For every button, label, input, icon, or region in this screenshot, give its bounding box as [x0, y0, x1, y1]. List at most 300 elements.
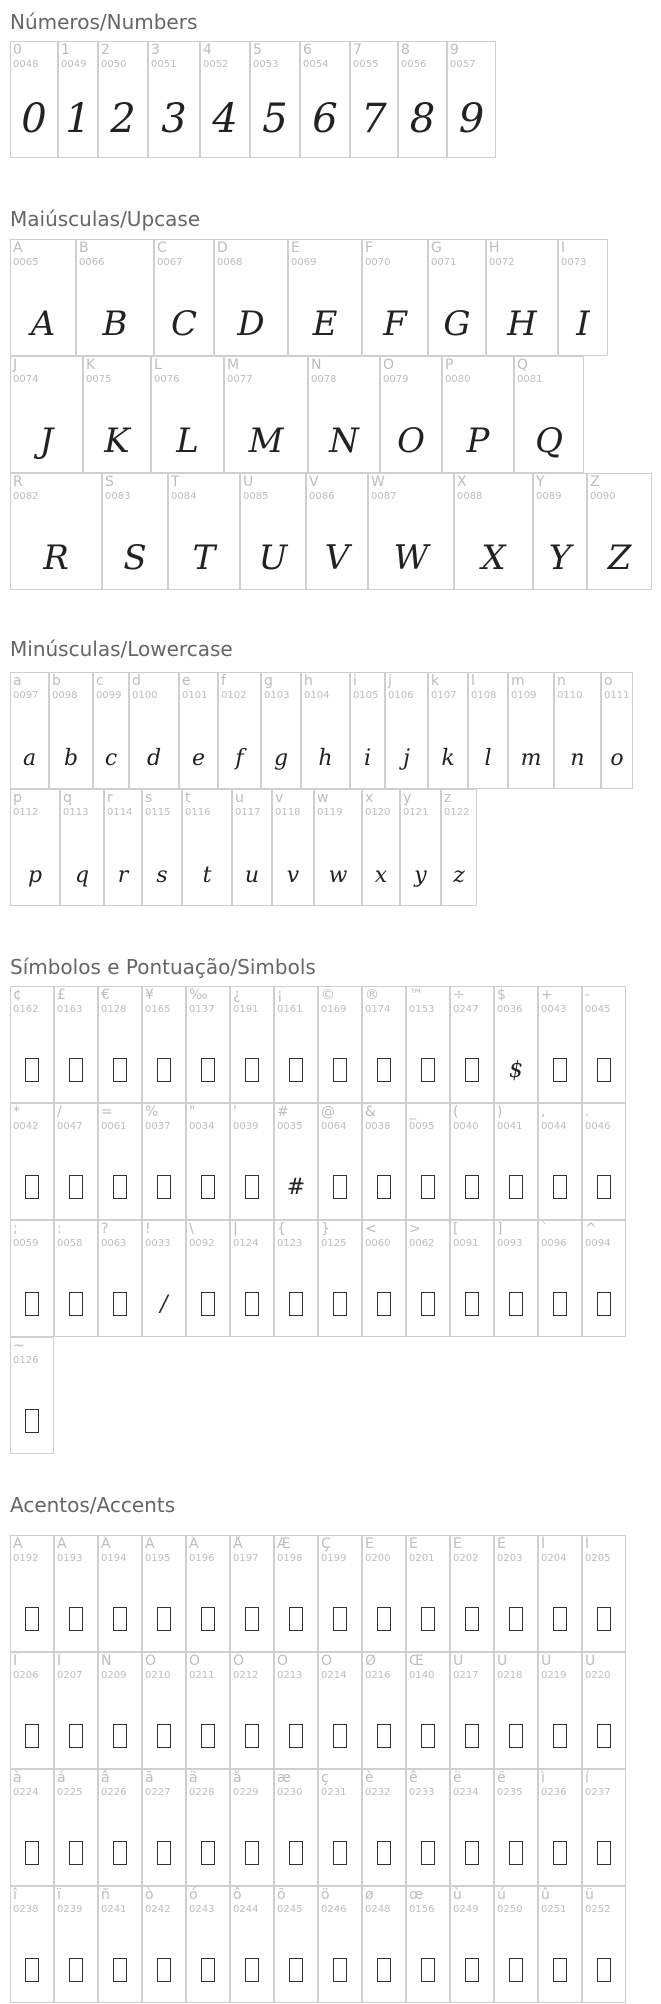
glyph-code: 0042: [13, 1121, 39, 1132]
glyph-label: n: [557, 673, 566, 689]
glyph-sample: D: [237, 304, 265, 344]
glyph-label: ã: [145, 1770, 154, 1786]
glyph-sample: P: [466, 421, 490, 461]
glyph-label: ©: [321, 987, 335, 1003]
glyph-cell: [406, 986, 450, 1103]
glyph-code: 0235: [497, 1787, 523, 1798]
missing-glyph-icon: [55, 1724, 97, 1748]
missing-glyph-icon: [275, 1292, 317, 1316]
glyph-code: 0098: [52, 690, 78, 701]
missing-glyph-icon: [143, 1175, 185, 1199]
glyph-cell: [274, 986, 318, 1103]
missing-glyph-icon: [187, 1292, 229, 1316]
glyph-cell: [186, 1886, 230, 2003]
glyph-cell: [93, 672, 129, 789]
glyph-cell: [398, 41, 447, 158]
glyph-code: 0036: [497, 1004, 523, 1015]
glyph-code: 0097: [13, 690, 39, 701]
glyph-cell: [154, 239, 214, 356]
glyph-cell: [232, 789, 272, 906]
glyph-label: œ: [409, 1887, 424, 1903]
glyph-cell: [10, 789, 60, 906]
glyph-cell: [318, 1886, 362, 2003]
glyph-label: e: [182, 673, 191, 689]
missing-glyph-icon: [55, 1958, 97, 1982]
glyph-code: 0076: [154, 374, 180, 385]
glyph-sample: Q: [535, 421, 563, 461]
glyph-code: 0091: [453, 1238, 479, 1249]
glyph-code: 0125: [321, 1238, 347, 1249]
glyph-code: 0069: [291, 257, 317, 268]
glyph-cell: [142, 1103, 186, 1220]
glyph-cell: [582, 1535, 626, 1652]
missing-glyph-icon: [187, 1958, 229, 1982]
glyph-cell: [142, 789, 182, 906]
missing-glyph-icon: [539, 1607, 581, 1631]
glyph-code: 0066: [79, 257, 105, 268]
glyph-label: Ë: [497, 1536, 506, 1552]
glyph-cell: [142, 986, 186, 1103]
glyph-code: 0116: [185, 807, 211, 818]
missing-glyph-icon: [55, 1607, 97, 1631]
glyph-cell: [10, 356, 83, 473]
glyph-sample: M: [248, 421, 284, 461]
glyph-cell: [142, 1769, 186, 1886]
missing-glyph-icon: [55, 1175, 97, 1199]
glyph-label: 0: [13, 42, 22, 58]
glyph-label: ¢: [13, 987, 22, 1003]
glyph-code: 0065: [13, 257, 39, 268]
glyph-code: 0046: [585, 1121, 611, 1132]
glyph-cell: [10, 41, 58, 158]
glyph-sample: W: [393, 538, 429, 578]
glyph-cell: [274, 1535, 318, 1652]
glyph-cell: [98, 1103, 142, 1220]
glyph-label: Y: [536, 474, 545, 490]
glyph-label: Ô: [233, 1653, 245, 1669]
missing-glyph-icon: [451, 1841, 493, 1865]
glyph-code: 0162: [13, 1004, 39, 1015]
glyph-code: 0241: [101, 1904, 127, 1915]
glyph-sample: 1: [65, 96, 91, 142]
glyph-cell: [450, 1220, 494, 1337]
glyph-cell: [350, 672, 385, 789]
section-title: Acentos/Accents: [10, 1493, 176, 1517]
glyph-label: ô: [233, 1887, 242, 1903]
missing-glyph-icon: [143, 1841, 185, 1865]
glyph-label: ]: [497, 1221, 503, 1237]
glyph-code: 0059: [13, 1238, 39, 1249]
missing-glyph-icon: [99, 1175, 141, 1199]
glyph-cell: [533, 473, 587, 590]
glyph-cell: [214, 239, 288, 356]
glyph-code: 0225: [57, 1787, 83, 1798]
glyph-code: 0195: [145, 1553, 171, 1564]
glyph-cell: [54, 1769, 98, 1886]
glyph-code: 0062: [409, 1238, 435, 1249]
glyph-label: .: [585, 1104, 590, 1120]
glyph-code: 0249: [453, 1904, 479, 1915]
glyph-code: 0102: [221, 690, 247, 701]
glyph-cell: [148, 41, 200, 158]
glyph-code: 0093: [497, 1238, 523, 1249]
glyph-cell: [142, 1652, 186, 1769]
missing-glyph-icon: [143, 1724, 185, 1748]
glyph-code: 0174: [365, 1004, 391, 1015]
missing-glyph-icon: [539, 1724, 581, 1748]
glyph-cell: [368, 473, 454, 590]
glyph-label: Ã: [145, 1536, 155, 1552]
glyph-cell: [314, 789, 362, 906]
glyph-code: 0204: [541, 1553, 567, 1564]
glyph-cell: [554, 672, 601, 789]
glyph-label: v: [275, 790, 284, 806]
glyph-code: 0054: [303, 59, 329, 70]
glyph-code: 0243: [189, 1904, 215, 1915]
glyph-sample: R: [43, 538, 69, 578]
glyph-sample: c: [104, 746, 118, 771]
glyph-label: s: [145, 790, 153, 806]
glyph-cell: [582, 1769, 626, 1886]
glyph-cell: [362, 1103, 406, 1220]
glyph-code: 0227: [145, 1787, 171, 1798]
missing-glyph-icon: [275, 1841, 317, 1865]
glyph-code: 0214: [321, 1670, 347, 1681]
glyph-cell: [362, 1886, 406, 2003]
missing-glyph-icon: [11, 1292, 53, 1316]
glyph-label: <: [365, 1221, 377, 1237]
glyph-code: 0197: [233, 1553, 259, 1564]
glyph-code: 0198: [277, 1553, 303, 1564]
glyph-label: ^: [585, 1221, 597, 1237]
glyph-label: â: [101, 1770, 110, 1786]
glyph-code: 0041: [497, 1121, 523, 1132]
glyph-code: 0120: [365, 807, 391, 818]
glyph-sample: V: [324, 538, 350, 578]
glyph-sample: w: [328, 863, 348, 888]
glyph-label: å: [233, 1770, 242, 1786]
glyph-label: ú: [497, 1887, 506, 1903]
glyph-cell: [538, 1769, 582, 1886]
glyph-code: 0248: [365, 1904, 391, 1915]
glyph-label: Œ: [409, 1653, 424, 1669]
glyph-label: à: [13, 1770, 22, 1786]
glyph-cell: [58, 41, 98, 158]
glyph-label: H: [489, 240, 500, 256]
missing-glyph-icon: [319, 1841, 361, 1865]
glyph-code: 0077: [227, 374, 253, 385]
glyph-label: o: [604, 673, 613, 689]
glyph-code: 0108: [471, 690, 497, 701]
glyph-label: W: [371, 474, 385, 490]
glyph-label: ®: [365, 987, 379, 1003]
glyph-label: [: [453, 1221, 459, 1237]
glyph-code: 0033: [145, 1238, 171, 1249]
glyph-code: 0123: [277, 1238, 303, 1249]
glyph-label: Ê: [453, 1536, 462, 1552]
glyph-code: 0231: [321, 1787, 347, 1798]
missing-glyph-icon: [407, 1958, 449, 1982]
missing-glyph-icon: [495, 1607, 537, 1631]
glyph-code: 0113: [63, 807, 89, 818]
glyph-label: ¿: [233, 987, 241, 1003]
missing-glyph-icon: [143, 1958, 185, 1982]
glyph-cell: [362, 239, 428, 356]
missing-glyph-icon: [319, 1724, 361, 1748]
glyph-cell: [538, 1535, 582, 1652]
glyph-sample: h: [318, 746, 333, 771]
glyph-cell: [301, 672, 350, 789]
glyph-label: Ù: [453, 1653, 464, 1669]
glyph-sample: 6: [312, 96, 338, 142]
glyph-code: 0060: [365, 1238, 391, 1249]
glyph-code: 0126: [13, 1355, 39, 1366]
glyph-label: ò: [145, 1887, 154, 1903]
glyph-label: %: [145, 1104, 159, 1120]
missing-glyph-icon: [319, 1292, 361, 1316]
glyph-label: h: [304, 673, 313, 689]
glyph-label: A: [13, 240, 23, 256]
glyph-cell: [450, 986, 494, 1103]
glyph-sample: t: [202, 863, 212, 888]
glyph-label: J: [13, 357, 18, 373]
glyph-code: 0233: [409, 1787, 435, 1798]
glyph-cell: [102, 473, 168, 590]
glyph-cell: [10, 1103, 54, 1220]
glyph-label: t: [185, 790, 191, 806]
glyph-code: 0055: [353, 59, 379, 70]
glyph-label: M: [227, 357, 240, 373]
glyph-cell: [186, 1652, 230, 1769]
glyph-label: £: [57, 987, 66, 1003]
missing-glyph-icon: [319, 1958, 361, 1982]
glyph-cell: [261, 672, 301, 789]
glyph-label: >: [409, 1221, 421, 1237]
missing-glyph-icon: [319, 1175, 361, 1199]
glyph-cell: [10, 1337, 54, 1454]
glyph-code: 0082: [13, 491, 39, 502]
glyph-label: `: [541, 1221, 548, 1237]
glyph-label: 9: [450, 42, 459, 58]
missing-glyph-icon: [11, 1058, 53, 1082]
glyph-cell: [274, 1103, 318, 1220]
glyph-label: ¥: [145, 987, 154, 1003]
missing-glyph-icon: [451, 1292, 493, 1316]
glyph-code: 0073: [561, 257, 587, 268]
glyph-label: =: [101, 1104, 113, 1120]
glyph-code: 0105: [353, 690, 379, 701]
missing-glyph-icon: [583, 1841, 625, 1865]
glyph-cell: [428, 239, 486, 356]
missing-glyph-icon: [495, 1724, 537, 1748]
glyph-cell: [385, 672, 428, 789]
glyph-label: ?: [101, 1221, 109, 1237]
glyph-sample: Z: [607, 538, 632, 578]
glyph-label: ": [189, 1104, 196, 1120]
glyph-cell: [441, 789, 477, 906]
glyph-code: 0084: [171, 491, 197, 502]
glyph-label: 3: [151, 42, 160, 58]
glyph-code: 0228: [189, 1787, 215, 1798]
glyph-label: ç: [321, 1770, 329, 1786]
missing-glyph-icon: [11, 1409, 53, 1433]
glyph-label: U: [243, 474, 254, 490]
glyph-label: C: [157, 240, 167, 256]
glyph-code: 0088: [457, 491, 483, 502]
glyph-sample: H: [507, 304, 537, 344]
missing-glyph-icon: [231, 1958, 273, 1982]
missing-glyph-icon: [363, 1175, 405, 1199]
glyph-cell: [442, 356, 514, 473]
glyph-sample: q: [74, 863, 90, 888]
glyph-cell: [240, 473, 306, 590]
missing-glyph-icon: [583, 1724, 625, 1748]
glyph-cell: [318, 1103, 362, 1220]
glyph-code: 0047: [57, 1121, 83, 1132]
glyph-code: 0071: [431, 257, 457, 268]
glyph-code: 0115: [145, 807, 171, 818]
glyph-cell: [98, 986, 142, 1103]
glyph-label: E: [291, 240, 300, 256]
glyph-code: 0079: [383, 374, 409, 385]
glyph-cell: [274, 1220, 318, 1337]
missing-glyph-icon: [319, 1058, 361, 1082]
glyph-cell: [142, 1886, 186, 2003]
glyph-label: R: [13, 474, 23, 490]
glyph-cell: [10, 986, 54, 1103]
glyph-label: :: [57, 1221, 62, 1237]
missing-glyph-icon: [55, 1841, 97, 1865]
missing-glyph-icon: [99, 1607, 141, 1631]
missing-glyph-icon: [363, 1724, 405, 1748]
missing-glyph-icon: [495, 1292, 537, 1316]
glyph-label: ï: [57, 1887, 61, 1903]
glyph-code: 0226: [101, 1787, 127, 1798]
glyph-cell: [76, 239, 154, 356]
glyph-sample: e: [191, 746, 206, 771]
missing-glyph-icon: [231, 1841, 273, 1865]
glyph-label: è: [365, 1770, 374, 1786]
glyph-cell: [450, 1652, 494, 1769]
glyph-sample: m: [520, 746, 542, 771]
glyph-label: +: [541, 987, 553, 1003]
missing-glyph-icon: [363, 1292, 405, 1316]
glyph-cell: [582, 1652, 626, 1769]
glyph-cell: [10, 239, 76, 356]
glyph-code: 0191: [233, 1004, 259, 1015]
missing-glyph-icon: [187, 1724, 229, 1748]
glyph-code: 0107: [431, 690, 457, 701]
glyph-sample: j: [403, 746, 410, 771]
glyph-code: 0140: [409, 1670, 435, 1681]
section-title: Maiúsculas/Upcase: [10, 207, 201, 231]
glyph-label: ;: [13, 1221, 18, 1237]
glyph-cell: [450, 1535, 494, 1652]
glyph-cell: [98, 41, 148, 158]
missing-glyph-icon: [11, 1958, 53, 1982]
glyph-code: 0064: [321, 1121, 347, 1132]
glyph-label: È: [365, 1536, 374, 1552]
glyph-label: {: [277, 1221, 286, 1237]
glyph-label: 6: [303, 42, 312, 58]
glyph-code: 0220: [585, 1670, 611, 1681]
missing-glyph-icon: [495, 1175, 537, 1199]
glyph-sample: y: [414, 863, 427, 888]
missing-glyph-icon: [539, 1175, 581, 1199]
missing-glyph-icon: [231, 1607, 273, 1631]
glyph-code: 0075: [86, 374, 112, 385]
glyph-label: û: [541, 1887, 550, 1903]
missing-glyph-icon: [363, 1958, 405, 1982]
glyph-code: 0112: [13, 807, 39, 818]
glyph-sample: U: [258, 538, 288, 578]
glyph-code: 0200: [365, 1553, 391, 1564]
glyph-code: 0100: [132, 690, 158, 701]
glyph-sample: J: [39, 421, 54, 461]
glyph-label: /: [57, 1104, 62, 1120]
glyph-label: ,: [541, 1104, 546, 1120]
glyph-code: 0095: [409, 1121, 435, 1132]
glyph-label: Ò: [145, 1653, 157, 1669]
missing-glyph-icon: [231, 1175, 273, 1199]
section-title: Minúsculas/Lowercase: [10, 637, 233, 661]
glyph-label: 5: [253, 42, 262, 58]
glyph-label: 2: [101, 42, 110, 58]
glyph-label: _: [409, 1104, 416, 1120]
glyph-label: #: [277, 1104, 289, 1120]
glyph-label: ö: [321, 1887, 330, 1903]
glyph-code: 0219: [541, 1670, 567, 1681]
glyph-cell: [49, 672, 93, 789]
glyph-cell: [582, 1103, 626, 1220]
missing-glyph-icon: [495, 1958, 537, 1982]
glyph-label: ì: [541, 1770, 545, 1786]
glyph-label: Q: [517, 357, 529, 373]
glyph-label: ä: [189, 1770, 198, 1786]
glyph-sample: 0: [21, 96, 47, 142]
glyph-label: æ: [277, 1770, 291, 1786]
glyph-code: 0128: [101, 1004, 127, 1015]
glyph-sample: 3: [161, 96, 187, 142]
glyph-code: 0199: [321, 1553, 347, 1564]
glyph-code: 0239: [57, 1904, 83, 1915]
glyph-sample: n: [570, 746, 585, 771]
glyph-cell: [362, 789, 400, 906]
missing-glyph-icon: [187, 1058, 229, 1082]
glyph-label: &: [365, 1104, 376, 1120]
glyph-label: Î: [13, 1653, 18, 1669]
glyph-label: Ç: [321, 1536, 331, 1552]
glyph-sample: /: [160, 1292, 168, 1317]
glyph-sample: F: [383, 304, 407, 344]
glyph-label: (: [453, 1104, 459, 1120]
glyph-label: $: [497, 987, 506, 1003]
glyph-code: 0207: [57, 1670, 83, 1681]
glyph-code: 0234: [453, 1787, 479, 1798]
glyph-code: 0035: [277, 1121, 303, 1132]
glyph-code: 0051: [151, 59, 177, 70]
glyph-sample: S: [123, 538, 147, 578]
glyph-cell: [406, 1652, 450, 1769]
glyph-cell: [318, 1769, 362, 1886]
glyph-label: ': [233, 1104, 237, 1120]
glyph-cell: [54, 1535, 98, 1652]
glyph-cell: [318, 1535, 362, 1652]
glyph-cell: [274, 1769, 318, 1886]
glyph-cell: [250, 41, 300, 158]
glyph-sample: s: [156, 863, 168, 888]
glyph-code: 0218: [497, 1670, 523, 1681]
